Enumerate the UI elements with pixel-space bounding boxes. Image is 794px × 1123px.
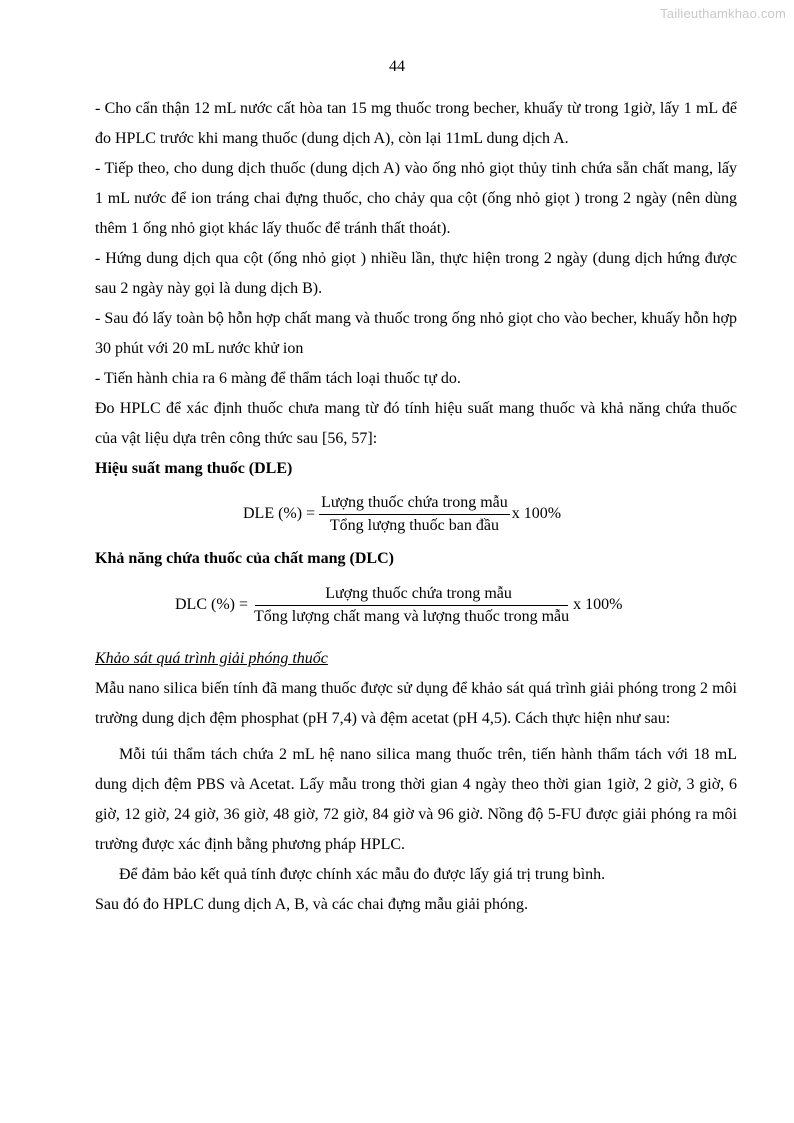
step-paragraph: - Hứng dung dịch qua cột (ống nhỏ giọt ) nhiều lần, thực hiện trong 2 ngày (dung dịch hứng được sau 2 ngày này gọi là dung dịch B). [95, 250, 737, 297]
dle-numerator: Lượng thuốc chứa trong mẫu [319, 492, 510, 515]
dlc-denominator: Tổng lượng chất mang và lượng thuốc trong mẫu [254, 607, 570, 625]
dle-formula-rhs: x 100% [511, 505, 562, 522]
step-paragraph: - Tiến hành chia ra 6 màng để thẩm tách loại thuốc tự do. [95, 370, 461, 387]
dlc-formula-lhs: DLC (%) = [175, 596, 249, 613]
dle-formula [95, 484, 737, 544]
dle-denominator: Tổng lượng thuốc ban đầu [329, 516, 499, 534]
release-paragraph: Mẫu nano silica biến tính đã mang thuốc được sử dụng để khảo sát quá trình giải phóng trong 2 môi trường dung dịch đệm phosphat (pH 7,4) và đệm acetat (pH 4,5). Cách thực hiện như sau: [95, 680, 737, 727]
dlc-heading: Khả năng chứa thuốc của chất mang (DLC) [95, 550, 394, 567]
dle-formula-lhs: DLE (%) = [243, 505, 316, 522]
document-body [95, 94, 737, 920]
dlc-formula-rhs: x 100% [573, 596, 623, 613]
dlc-fraction [252, 583, 571, 628]
release-heading: Khảo sát quá trình giải phóng thuốc [95, 650, 328, 667]
release-paragraph: Để đảm bảo kết quả tính được chính xác mẫu đo được lấy giá trị trung bình. [119, 866, 606, 883]
page-number: 44 [389, 58, 405, 75]
watermark: Tailieuthamkhao.com [660, 6, 786, 21]
dlc-numerator: Lượng thuốc chứa trong mẫu [255, 583, 568, 606]
release-paragraph: Mỗi túi thẩm tách chứa 2 mL hệ nano silica mang thuốc trên, tiến hành thẩm tách với 18 mL dung dịch đệm PBS và Acetat. Lấy mẫu trong thời gian 4 ngày theo thời gian 1giờ, 2 giờ, 3 giờ, 6 giờ, 12 giờ, 24 giờ, 36 giờ, 48 giờ, 72 giờ, 84 giờ và 96 giờ. Nồng độ 5-FU được giải phóng ra môi trường được xác định bằng phương pháp HPLC. [95, 746, 737, 853]
dle-fraction [319, 492, 510, 537]
intro-paragraph: Đo HPLC để xác định thuốc chưa mang từ đó tính hiệu suất mang thuốc và khả năng chứa thuốc của vật liệu dựa trên công thức sau [56, 57]: [95, 400, 737, 447]
release-paragraph: Sau đó đo HPLC dung dịch A, B, và các chai đựng mẫu giải phóng. [95, 896, 529, 913]
step-paragraph: - Cho cẩn thận 12 mL nước cất hòa tan 15 mg thuốc trong becher, khuấy từ trong 1giờ, lấy 1 mL để đo HPLC trước khi mang thuốc (dung dịch A), còn lại 11mL dung dịch A. [95, 100, 737, 147]
dle-heading: Hiệu suất mang thuốc (DLE) [95, 460, 293, 477]
dlc-formula [95, 574, 737, 636]
step-paragraph: - Tiếp theo, cho dung dịch thuốc (dung dịch A) vào ống nhỏ giọt thủy tinh chứa sẵn chất mang, lấy 1 mL nước để ion tráng chai đựng thuốc, cho chảy qua cột (ống nhỏ giọt ) trong 2 ngày (nên dùng thêm 1 ống nhỏ giọt khác lấy thuốc để tránh thất thoát). [95, 160, 737, 237]
step-paragraph: - Sau đó lấy toàn bộ hỗn hợp chất mang và thuốc trong ống nhỏ giọt cho vào becher, khuấy hỗn hợp 30 phút với 20 mL nước khử ion [95, 310, 737, 357]
